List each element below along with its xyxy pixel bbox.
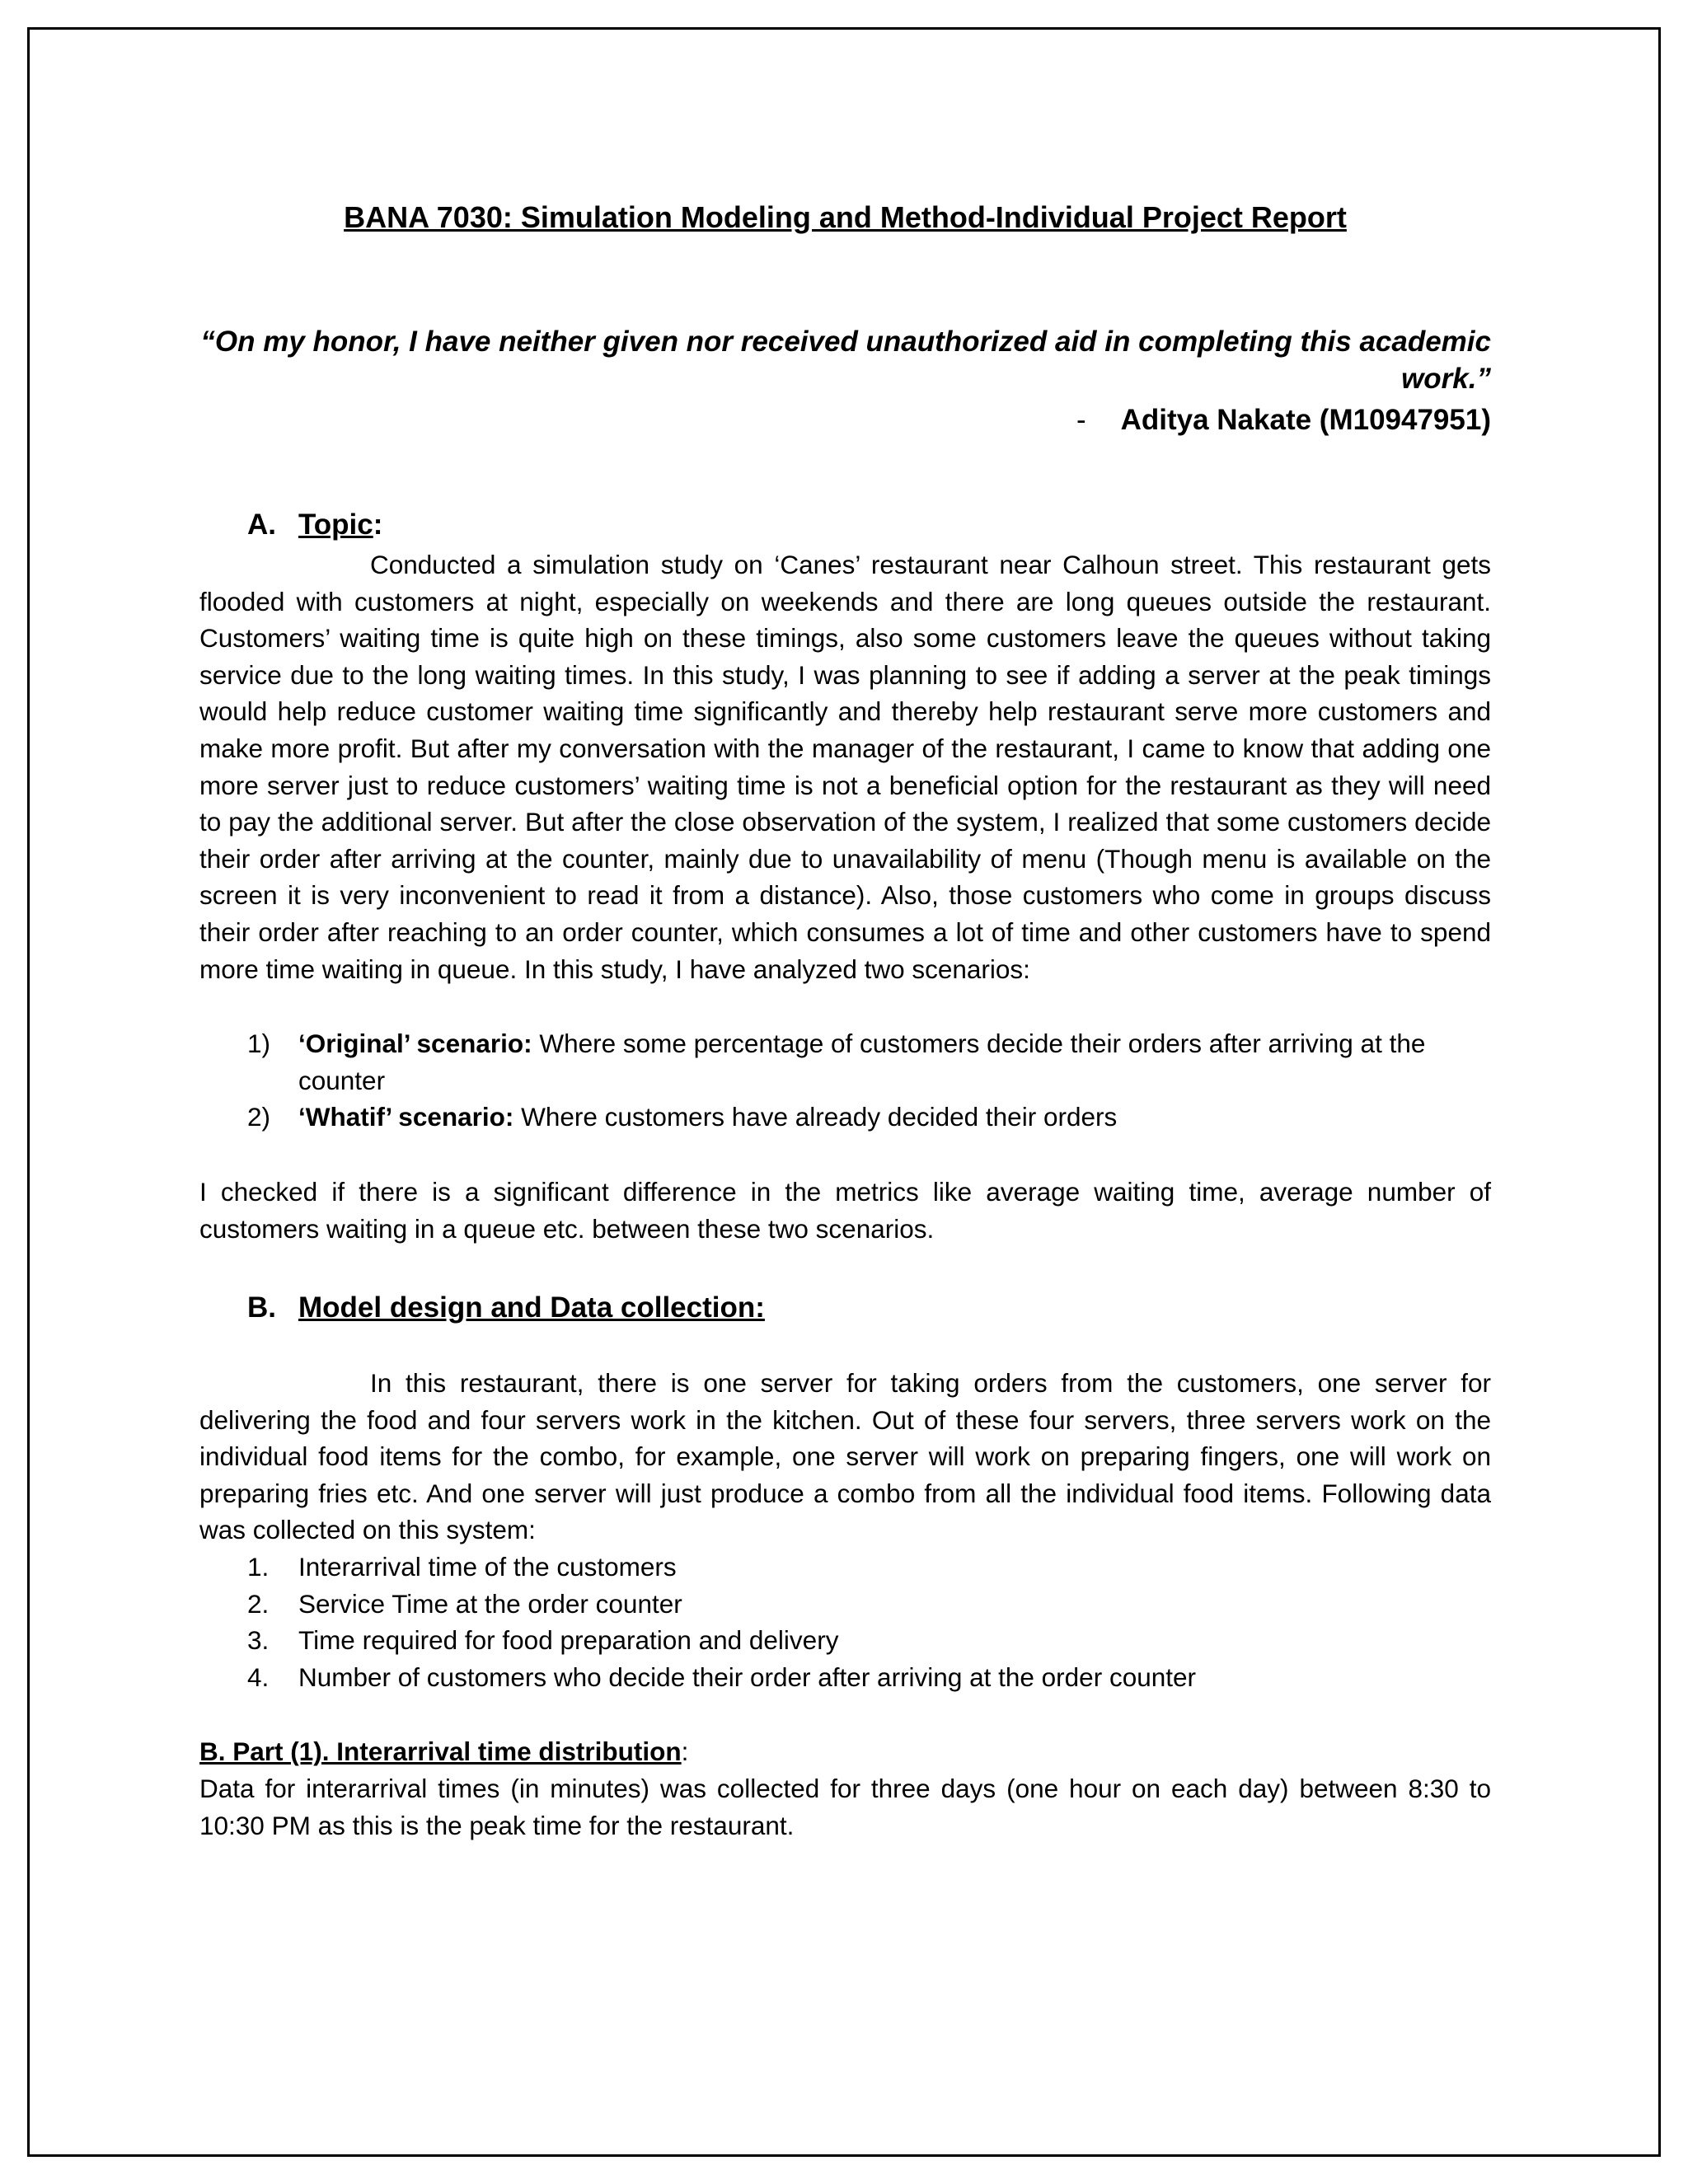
list-item bbox=[247, 1549, 1491, 1586]
section-a-letter: A. bbox=[247, 509, 276, 541]
part-1-colon: : bbox=[681, 1736, 689, 1766]
author-signature bbox=[199, 404, 1491, 437]
section-b-letter: B. bbox=[247, 1291, 276, 1324]
part-1-heading bbox=[199, 1736, 688, 1767]
model-design-paragraph bbox=[199, 1365, 1491, 1549]
list-item bbox=[247, 1659, 1491, 1696]
section-a-title: Topic bbox=[298, 509, 373, 541]
data-collected-list bbox=[247, 1549, 1491, 1695]
author-name: Aditya Nakate (M10947951) bbox=[1120, 404, 1491, 436]
list-item-number: 1. bbox=[247, 1552, 270, 1582]
honor-pledge-line-1: “On my honor, I have neither given nor received unauthorized aid in completing this academic bbox=[200, 326, 1491, 358]
scenario-number: 2) bbox=[247, 1102, 271, 1132]
list-item-text: Number of customers who decide their order after arriving at the order counter bbox=[298, 1661, 1197, 1692]
section-b-title: Model design and Data collection: bbox=[298, 1291, 765, 1324]
part-1-paragraph: Data for interarrival times (in minutes) was collected for three days (one hour on each day) between 8:30 to 10:30 PM as this is the peak time for the restaurant. bbox=[199, 1774, 1491, 1840]
honor-pledge-line-2: work.” bbox=[1401, 363, 1491, 395]
list-item-number: 2. bbox=[247, 1588, 270, 1619]
scenario-label: ‘Whatif’ scenario: bbox=[298, 1102, 514, 1132]
scenario-item-original bbox=[247, 1025, 1491, 1099]
list-item-text: Interarrival time of the customers bbox=[298, 1552, 677, 1582]
scenario-label: ‘Original’ scenario: bbox=[298, 1029, 532, 1058]
section-a-heading bbox=[247, 509, 382, 541]
list-item-number: 3. bbox=[247, 1625, 270, 1656]
honor-pledge bbox=[199, 323, 1491, 397]
list-item bbox=[247, 1622, 1491, 1659]
document-title: BANA 7030: Simulation Modeling and Method-Individual Project Report bbox=[344, 200, 1347, 234]
topic-paragraph bbox=[199, 546, 1491, 987]
section-b-heading bbox=[247, 1291, 765, 1324]
scenario-text: Where some percentage of customers decide their orders after arriving at the counter bbox=[298, 1029, 1426, 1095]
scenario-list bbox=[247, 1025, 1491, 1136]
scenario-text: Where customers have already decided their orders bbox=[513, 1102, 1118, 1132]
list-item bbox=[247, 1586, 1491, 1623]
scenario-item-whatif bbox=[247, 1099, 1491, 1136]
list-item-text: Service Time at the order counter bbox=[298, 1588, 682, 1619]
list-item-number: 4. bbox=[247, 1661, 270, 1692]
scenario-number: 1) bbox=[247, 1029, 271, 1058]
signature-dash: - bbox=[1076, 404, 1086, 436]
topic-paragraph-text: Conducted a simulation study on ‘Canes’ restaurant near Calhoun street. This restaurant gets flooded with customers at night, especially on weekends and there are long queues outside the restaurant. Customers’ waiting time is quite high on these timings, also some customers leave the queues without taking service due to the long waiting times. In this study, I was planning to see if adding a server at the peak timings would help reduce customer waiting time significantly and thereby help restaurant serve more customers and make more profit. But after my conversation with the manager of the restaurant, I came to know that adding one more server just to reduce customers’ waiting time is not a beneficial option for the restaurant as they will need to pay the additional server. But after the close observation of the system, I realized that some customers decide their order after arriving at the counter, mainly due to unavailability of menu (Though menu is available on the screen it is very inconvenient to read it from a distance). Also, those customers who come in groups discuss their order after reaching to an order counter, which consumes a lot of time and other customers have to spend more time waiting in queue. In this study, I have analyzed two scenarios: bbox=[199, 550, 1491, 984]
model-design-paragraph-text: In this restaurant, there is one server for taking orders from the customers, one server for delivering the food and four servers work in the kitchen. Out of these four servers, three servers work on the individual food items for the combo, for example, one server will work on preparing fingers, one will work on preparing fries etc. And one server will just produce a combo from all the individual food items. Following data was collected on this system: bbox=[199, 1368, 1491, 1545]
scenario-conclusion-paragraph: I checked if there is a significant difference in the metrics like average waiting time, average number of customers waiting in a queue etc. between these two scenarios. bbox=[199, 1177, 1491, 1244]
list-item-text: Time required for food preparation and delivery bbox=[298, 1625, 839, 1656]
section-a-colon: : bbox=[373, 509, 383, 541]
part-1-title: B. Part (1). Interarrival time distribution bbox=[199, 1736, 682, 1766]
